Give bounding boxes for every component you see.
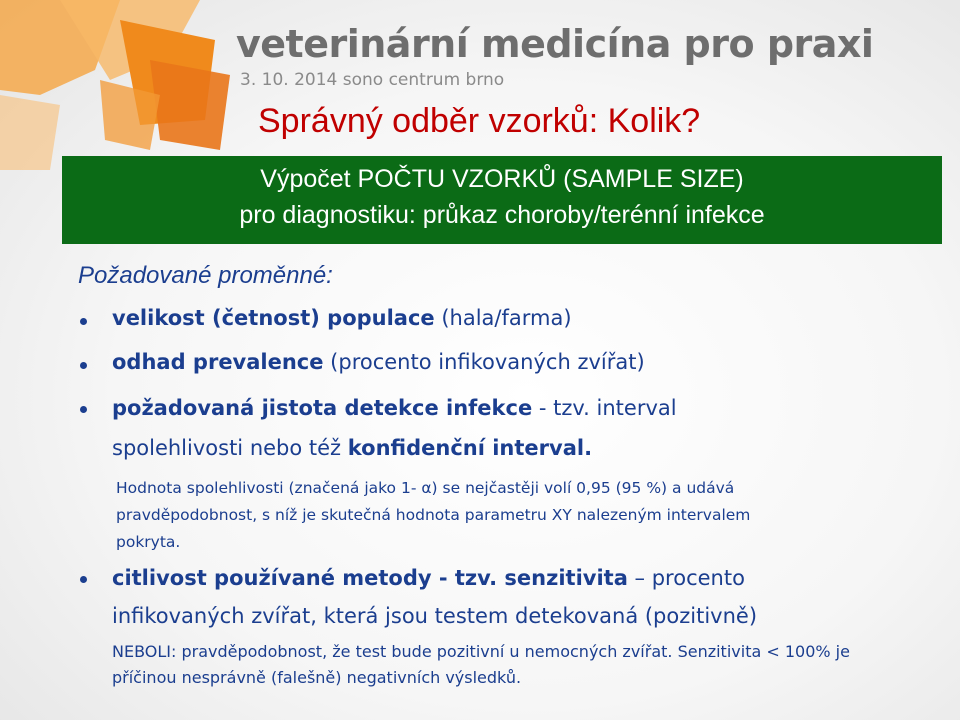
bullet-sensitivity [112,566,745,590]
bullet-confidence-l2-bold: konfidenční interval. [347,436,593,460]
note-sensitivity-line2: příčinou nesprávně (falešně) negativních výsledků. [112,668,522,687]
bullet-sensitivity-bold: citlivost používané metody - tzv. senzitivita [112,566,628,590]
bullet-sensitivity-rest: – procento [627,566,745,590]
bullet-confidence-l2-text: spolehlivosti nebo též [112,436,348,460]
bullet-prevalence-rest: (procento infikovaných zvířat) [323,350,645,374]
box-line-2: pro diagnostiku: průkaz choroby/terénní infekce [239,201,765,229]
bullet-population-bold: velikost (četnost) populace [112,306,435,330]
bullet-population-rest: (hala/farma) [434,306,572,330]
bullet-population [112,306,572,330]
slide-title: Správný odběr vzorků: Kolik? [258,102,701,140]
note-confidence-line3: pokryta. [116,533,181,551]
bullet-dot [80,576,87,583]
orange-logo-decoration [0,0,260,170]
box-line-1: Výpočet POČTU VZORKŮ (SAMPLE SIZE) [260,165,744,193]
sample-size-box [62,156,942,244]
bullet-dot [80,362,87,369]
bullet-confidence [112,396,677,420]
conference-title: veterinární medicína pro praxi [236,22,874,66]
bullet-prevalence-bold: odhad prevalence [112,350,324,374]
conference-date: 3. 10. 2014 sono centrum brno [240,70,505,90]
bullet-sensitivity-line2: infikovaných zvířat, která jsou testem detekovaná (pozitivně) [112,604,758,628]
required-variables-heading: Požadované proměnné: [78,262,333,289]
bullet-confidence-rest: - tzv. interval [532,396,677,420]
note-confidence-line2: pravděpodobnost, s níž je skutečná hodnota parametru XY nalezeným intervalem [116,506,751,524]
note-confidence-line1: Hodnota spolehlivosti (značená jako 1- α) se nejčastěji volí 0,95 (95 %) a udává [116,479,735,497]
bullet-dot [80,406,87,413]
bullet-prevalence [112,350,645,374]
bullet-confidence-line2 [112,436,592,460]
note-sensitivity-line1: NEBOLI: pravděpodobnost, že test bude pozitivní u nemocných zvířat. Senzitivita < 100% je [112,642,850,661]
bullet-confidence-bold: požadovaná jistota detekce infekce [112,396,533,420]
bullet-dot [80,318,87,325]
